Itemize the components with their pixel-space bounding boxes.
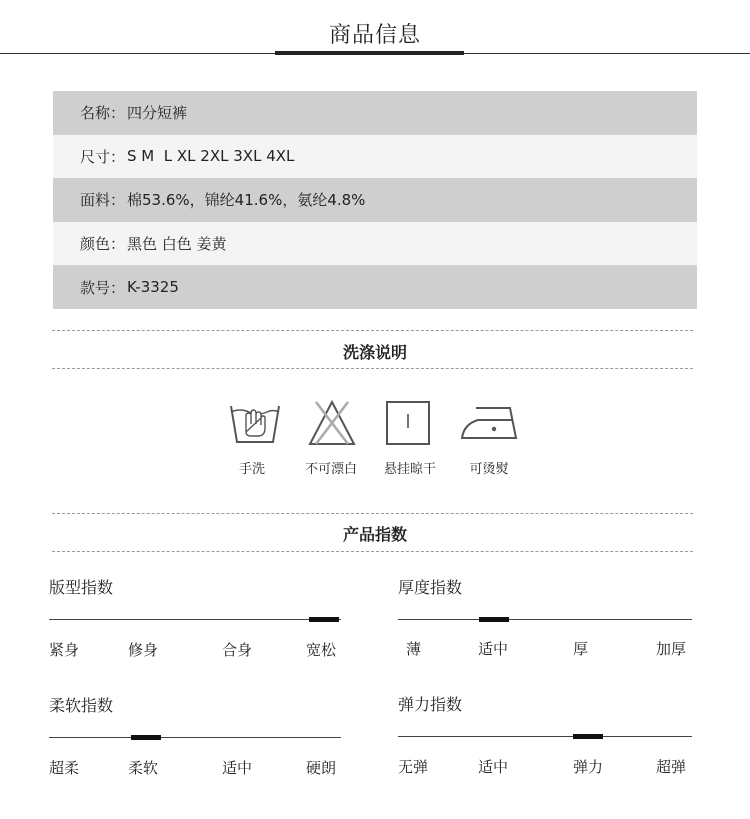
info-value: 黑色 白色 姜黄 [127, 235, 227, 254]
softness-option: 柔软 [128, 759, 159, 777]
softness-option: 超柔 [49, 759, 80, 777]
info-value: K-3325 [127, 278, 179, 297]
softness-index-track [49, 737, 341, 738]
info-label: 颜色： [80, 235, 126, 254]
softness-index-marker [131, 735, 161, 740]
header-underline-bar [275, 51, 464, 55]
thickness-option: 薄 [406, 640, 422, 658]
info-row-style-number [53, 265, 697, 309]
product-info-table [53, 91, 697, 309]
info-row-color [53, 222, 697, 266]
thickness-index-marker [479, 617, 509, 622]
care-divider-bottom [52, 368, 693, 369]
fit-option: 紧身 [49, 641, 80, 659]
page-title: 商品信息 [328, 23, 421, 48]
thickness-option: 适中 [478, 640, 509, 658]
softness-option: 适中 [222, 759, 253, 777]
fit-option: 合身 [222, 641, 253, 659]
info-row-size [53, 135, 697, 179]
softness-option: 硬朗 [306, 759, 337, 777]
care-label-no-bleach: 不可漂白 [304, 462, 357, 477]
fit-option: 宽松 [306, 641, 337, 659]
indices-divider-bottom [52, 551, 693, 552]
elasticity-option: 无弹 [398, 758, 429, 776]
care-label-iron: 可烫熨 [469, 462, 509, 477]
hang-dry-icon [372, 398, 442, 448]
info-value: S M L XL 2XL 3XL 4XL [127, 147, 295, 166]
iron-icon [454, 398, 524, 448]
info-label: 面料： [80, 191, 126, 210]
info-label: 款号： [80, 278, 126, 297]
fit-index-title: 版型指数 [49, 578, 114, 597]
elasticity-option: 适中 [478, 758, 509, 776]
care-label-hang-dry: 悬挂晾干 [383, 462, 436, 477]
elasticity-index-title: 弹力指数 [398, 695, 463, 714]
thickness-index-track [398, 619, 692, 620]
fit-index-track [49, 619, 341, 620]
info-row-name [53, 91, 697, 135]
info-value: 棉53.6%，锦纶41.6%，氨纶4.8% [127, 191, 366, 210]
care-divider-top [52, 330, 693, 331]
fit-option: 修身 [128, 641, 159, 659]
hand-wash-icon [220, 398, 290, 448]
elasticity-option: 弹力 [573, 758, 604, 776]
elasticity-index-marker [573, 734, 603, 739]
info-label: 名称： [80, 104, 126, 123]
elasticity-option: 超弹 [656, 758, 687, 776]
care-section-title: 洗涤说明 [342, 343, 407, 362]
info-row-fabric [53, 178, 697, 222]
elasticity-index-track [398, 736, 692, 737]
thickness-index-title: 厚度指数 [398, 578, 463, 597]
info-value: 四分短裤 [127, 104, 188, 123]
care-label-hand-wash: 手洗 [238, 462, 265, 477]
thickness-option: 加厚 [656, 640, 687, 658]
fit-index-marker [309, 617, 339, 622]
softness-index-title: 柔软指数 [49, 696, 114, 715]
thickness-option: 厚 [573, 640, 589, 658]
info-label: 尺寸： [80, 147, 126, 166]
indices-divider-top [52, 513, 693, 514]
indices-section-title: 产品指数 [342, 525, 407, 544]
no-bleach-icon [297, 398, 367, 448]
